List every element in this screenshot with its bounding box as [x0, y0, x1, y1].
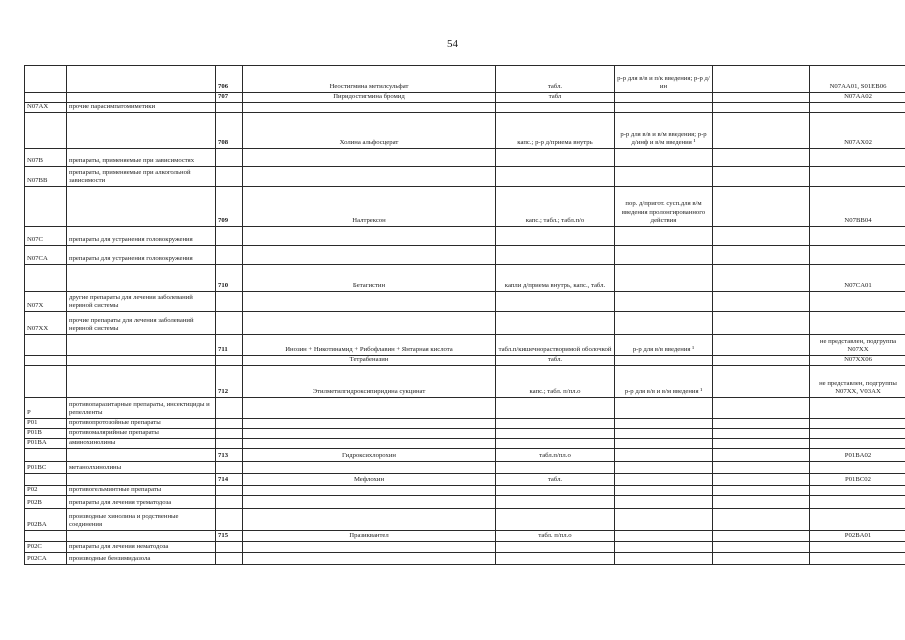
- drug-name: Этилметилгидроксипиридина сукцинат: [243, 366, 496, 398]
- atc-code: P01BC02: [810, 474, 905, 486]
- additional-form: пор. д/пригот. сусп.для в/м введения пролонгированного действия: [615, 187, 713, 227]
- atc-code: [810, 542, 905, 553]
- atc-code: [810, 227, 905, 246]
- drug-name: [243, 167, 496, 187]
- blank-cell: [713, 531, 810, 542]
- table-row: [25, 509, 905, 531]
- entry-number: 715: [216, 531, 243, 542]
- table-row: [25, 462, 905, 474]
- atc-code: [810, 462, 905, 474]
- atc-group-code: P02CA: [25, 553, 67, 565]
- additional-form: [615, 265, 713, 292]
- table-row: [25, 149, 905, 167]
- atc-code: P02BA01: [810, 531, 905, 542]
- blank-cell: [713, 103, 810, 113]
- table-row: [25, 356, 905, 366]
- table-row: [25, 496, 905, 509]
- atc-code: [810, 398, 905, 419]
- atc-group-description: противопаразитарные препараты, инсектициды и репелленты: [67, 398, 216, 419]
- atc-code: N07BB04: [810, 187, 905, 227]
- entry-number: 710: [216, 265, 243, 292]
- dosage-form: табл.п/пл.о: [496, 449, 615, 462]
- entry-number: 712: [216, 366, 243, 398]
- additional-form: р-р для в/в и п/к введения; р-р д/ин: [615, 66, 713, 93]
- atc-group-description: противогельминтные препараты: [67, 486, 216, 496]
- dosage-form: [496, 292, 615, 312]
- entry-number: [216, 227, 243, 246]
- atc-code: [810, 312, 905, 335]
- additional-form: [615, 292, 713, 312]
- entry-number: 711: [216, 335, 243, 356]
- dosage-form: [496, 553, 615, 565]
- blank-cell: [713, 167, 810, 187]
- atc-group-code: P01: [25, 419, 67, 429]
- atc-code: не представлен, подгруппа N07XX: [810, 335, 905, 356]
- entry-number: 709: [216, 187, 243, 227]
- atc-group-description: [67, 113, 216, 149]
- table-body: [25, 66, 905, 565]
- additional-form: [615, 486, 713, 496]
- table-row: [25, 531, 905, 542]
- atc-group-code: [25, 366, 67, 398]
- blank-cell: [713, 439, 810, 449]
- dosage-form: [496, 486, 615, 496]
- dosage-form: табл.п/кишечнорастворимой оболочкой: [496, 335, 615, 356]
- additional-form: [615, 439, 713, 449]
- atc-group-description: аминохинолины: [67, 439, 216, 449]
- atc-group-code: [25, 531, 67, 542]
- dosage-form: [496, 103, 615, 113]
- blank-cell: [713, 113, 810, 149]
- blank-cell: [713, 496, 810, 509]
- drug-name: [243, 553, 496, 565]
- atc-group-code: [25, 335, 67, 356]
- drug-name: [243, 486, 496, 496]
- atc-group-code: P02BA: [25, 509, 67, 531]
- drug-name: [243, 419, 496, 429]
- blank-cell: [713, 356, 810, 366]
- atc-group-description: [67, 531, 216, 542]
- drug-name: [243, 398, 496, 419]
- entry-number: [216, 103, 243, 113]
- dosage-form: табл.: [496, 474, 615, 486]
- atc-group-description: прочие парасимпатомиметики: [67, 103, 216, 113]
- drug-name: Пиридостигмина бромид: [243, 93, 496, 103]
- atc-group-description: [67, 335, 216, 356]
- blank-cell: [713, 398, 810, 419]
- drug-name: [243, 246, 496, 265]
- additional-form: [615, 246, 713, 265]
- blank-cell: [713, 227, 810, 246]
- entry-number: 707: [216, 93, 243, 103]
- atc-code: [810, 246, 905, 265]
- entry-number: [216, 439, 243, 449]
- atc-group-description: [67, 187, 216, 227]
- page-number: 54: [447, 38, 458, 50]
- atc-code: P01BA02: [810, 449, 905, 462]
- dosage-form: [496, 167, 615, 187]
- dosage-form: [496, 509, 615, 531]
- entry-number: 713: [216, 449, 243, 462]
- entry-number: [216, 419, 243, 429]
- blank-cell: [713, 553, 810, 565]
- atc-group-description: [67, 449, 216, 462]
- atc-group-description: прочие препараты для лечения заболеваний нервной системы: [67, 312, 216, 335]
- entry-number: [216, 356, 243, 366]
- atc-group-description: [67, 265, 216, 292]
- dosage-form: [496, 496, 615, 509]
- atc-group-code: N07BB: [25, 167, 67, 187]
- entry-number: [216, 167, 243, 187]
- atc-group-code: P02: [25, 486, 67, 496]
- drug-name: [243, 312, 496, 335]
- additional-form: [615, 398, 713, 419]
- atc-code: [810, 486, 905, 496]
- drug-name: [243, 496, 496, 509]
- atc-code: [810, 509, 905, 531]
- atc-code: N07AA02: [810, 93, 905, 103]
- atc-group-code: P01BC: [25, 462, 67, 474]
- blank-cell: [713, 335, 810, 356]
- blank-cell: [713, 292, 810, 312]
- additional-form: [615, 356, 713, 366]
- atc-group-description: производные бензимидазола: [67, 553, 216, 565]
- dosage-form: [496, 246, 615, 265]
- additional-form: [615, 103, 713, 113]
- atc-code: [810, 419, 905, 429]
- atc-group-code: N07X: [25, 292, 67, 312]
- table-row: [25, 187, 905, 227]
- drug-name: Мефлохин: [243, 474, 496, 486]
- entry-number: [216, 509, 243, 531]
- drug-name: [243, 439, 496, 449]
- atc-code: [810, 292, 905, 312]
- atc-group-code: P01BA: [25, 439, 67, 449]
- additional-form: [615, 531, 713, 542]
- drug-name: Гидроксихлорохин: [243, 449, 496, 462]
- dosage-form: табл.: [496, 66, 615, 93]
- atc-group-code: P: [25, 398, 67, 419]
- atc-code: [810, 429, 905, 439]
- drug-name: Холина альфосцерат: [243, 113, 496, 149]
- atc-group-description: противопротозойные препараты: [67, 419, 216, 429]
- atc-group-description: производные хинолина и родственные соединения: [67, 509, 216, 531]
- table-row: [25, 265, 905, 292]
- blank-cell: [713, 419, 810, 429]
- atc-group-description: препараты для устранения головокружения: [67, 227, 216, 246]
- dosage-form: капс.; р-р д/приема внутрь: [496, 113, 615, 149]
- drug-name: [243, 429, 496, 439]
- blank-cell: [713, 187, 810, 227]
- table-row: [25, 439, 905, 449]
- blank-cell: [713, 429, 810, 439]
- table-row: [25, 398, 905, 419]
- blank-cell: [713, 542, 810, 553]
- atc-group-description: препараты для лечения нематодоза: [67, 542, 216, 553]
- atc-code: [810, 496, 905, 509]
- atc-code: N07CA01: [810, 265, 905, 292]
- additional-form: [615, 509, 713, 531]
- blank-cell: [713, 449, 810, 462]
- table-row: [25, 335, 905, 356]
- atc-code: [810, 149, 905, 167]
- drug-name: [243, 227, 496, 246]
- atc-group-description: [67, 66, 216, 93]
- additional-form: [615, 312, 713, 335]
- entry-number: [216, 462, 243, 474]
- entry-number: [216, 553, 243, 565]
- dosage-form: [496, 227, 615, 246]
- additional-form: [615, 429, 713, 439]
- drug-name: [243, 292, 496, 312]
- additional-form: [615, 462, 713, 474]
- drug-name: Празиквантел: [243, 531, 496, 542]
- dosage-form: [496, 542, 615, 553]
- additional-form: [615, 167, 713, 187]
- table-row: [25, 103, 905, 113]
- atc-group-description: метанолхинолины: [67, 462, 216, 474]
- blank-cell: [713, 486, 810, 496]
- table-row: [25, 449, 905, 462]
- atc-group-code: [25, 187, 67, 227]
- drug-name: [243, 149, 496, 167]
- additional-form: [615, 553, 713, 565]
- table-row: [25, 167, 905, 187]
- blank-cell: [713, 66, 810, 93]
- atc-group-description: препараты, применяемые при алкогольной зависимости: [67, 167, 216, 187]
- additional-form: [615, 419, 713, 429]
- atc-group-code: [25, 113, 67, 149]
- dosage-form: [496, 462, 615, 474]
- atc-group-description: [67, 93, 216, 103]
- additional-form: [615, 474, 713, 486]
- table-row: [25, 553, 905, 565]
- atc-group-code: P02B: [25, 496, 67, 509]
- atc-group-code: N07AX: [25, 103, 67, 113]
- atc-group-description: [67, 474, 216, 486]
- dosage-form: [496, 149, 615, 167]
- atc-group-code: P01B: [25, 429, 67, 439]
- additional-form: [615, 227, 713, 246]
- blank-cell: [713, 149, 810, 167]
- dosage-form: [496, 312, 615, 335]
- additional-form: [615, 496, 713, 509]
- dosage-form: капли д/приема внутрь, капс., табл.: [496, 265, 615, 292]
- dosage-form: табл.: [496, 356, 615, 366]
- atc-code: [810, 103, 905, 113]
- table-row: [25, 66, 905, 93]
- entry-number: 714: [216, 474, 243, 486]
- atc-code: N07AX02: [810, 113, 905, 149]
- atc-group-code: [25, 474, 67, 486]
- atc-group-description: препараты, применяемые при зависимостях: [67, 149, 216, 167]
- drug-name: Неостигмина метилсульфат: [243, 66, 496, 93]
- atc-group-description: препараты для устранения головокружения: [67, 246, 216, 265]
- entry-number: [216, 292, 243, 312]
- additional-form: р-р для в/в и в/м введения; р-р д/инф и в/м введения ¹: [615, 113, 713, 149]
- additional-form: [615, 93, 713, 103]
- drug-list-table: [24, 65, 905, 565]
- atc-code: [810, 167, 905, 187]
- atc-group-description: препараты для лечения трематодоза: [67, 496, 216, 509]
- entry-number: [216, 542, 243, 553]
- table-row: [25, 366, 905, 398]
- blank-cell: [713, 509, 810, 531]
- table-row: [25, 429, 905, 439]
- table-row: [25, 474, 905, 486]
- atc-group-code: N07CA: [25, 246, 67, 265]
- entry-number: [216, 429, 243, 439]
- dosage-form: капс.; табл.; табл.п/о: [496, 187, 615, 227]
- atc-code: N07AA01, S01EB06: [810, 66, 905, 93]
- entry-number: 706: [216, 66, 243, 93]
- atc-group-description: другие препараты для лечения заболеваний нервной системы: [67, 292, 216, 312]
- atc-group-code: N07XX: [25, 312, 67, 335]
- dosage-form: табл. п/пл.о: [496, 531, 615, 542]
- table-row: [25, 312, 905, 335]
- entry-number: 708: [216, 113, 243, 149]
- atc-code: N07XX06: [810, 356, 905, 366]
- entry-number: [216, 312, 243, 335]
- atc-group-code: P02C: [25, 542, 67, 553]
- table-row: [25, 246, 905, 265]
- additional-form: [615, 149, 713, 167]
- atc-group-code: [25, 449, 67, 462]
- table-row: [25, 419, 905, 429]
- entry-number: [216, 496, 243, 509]
- dosage-form: [496, 419, 615, 429]
- table-row: [25, 93, 905, 103]
- atc-code: [810, 553, 905, 565]
- blank-cell: [713, 366, 810, 398]
- dosage-form: табл: [496, 93, 615, 103]
- dosage-form: [496, 439, 615, 449]
- drug-name: Инозин + Никотинамид + Рибофлавин + Янтарная кислота: [243, 335, 496, 356]
- table-row: [25, 113, 905, 149]
- atc-group-description: [67, 366, 216, 398]
- drug-name: [243, 542, 496, 553]
- additional-form: р-р для в/в введения ¹: [615, 335, 713, 356]
- blank-cell: [713, 312, 810, 335]
- atc-group-code: [25, 66, 67, 93]
- drug-name: Налтрексон: [243, 187, 496, 227]
- drug-name: Тетрабеназин: [243, 356, 496, 366]
- additional-form: [615, 449, 713, 462]
- drug-name: [243, 509, 496, 531]
- entry-number: [216, 398, 243, 419]
- atc-group-description: [67, 356, 216, 366]
- additional-form: [615, 542, 713, 553]
- entry-number: [216, 149, 243, 167]
- atc-group-code: N07C: [25, 227, 67, 246]
- atc-group-code: [25, 265, 67, 292]
- atc-group-code: [25, 356, 67, 366]
- atc-code: [810, 439, 905, 449]
- blank-cell: [713, 474, 810, 486]
- drug-name: [243, 103, 496, 113]
- atc-group-code: N07B: [25, 149, 67, 167]
- blank-cell: [713, 93, 810, 103]
- atc-group-description: противомалярийные препараты: [67, 429, 216, 439]
- blank-cell: [713, 246, 810, 265]
- table-row: [25, 542, 905, 553]
- atc-group-code: [25, 93, 67, 103]
- drug-name: [243, 462, 496, 474]
- dosage-form: [496, 429, 615, 439]
- table-row: [25, 486, 905, 496]
- blank-cell: [713, 462, 810, 474]
- atc-code: не представлен, подгруппы N07XX, V03AX: [810, 366, 905, 398]
- additional-form: р-р для в/в и в/м введения ¹: [615, 366, 713, 398]
- drug-name: Бетагистин: [243, 265, 496, 292]
- dosage-form: капс.; табл. п/пл.о: [496, 366, 615, 398]
- entry-number: [216, 486, 243, 496]
- table-row: [25, 227, 905, 246]
- table-row: [25, 292, 905, 312]
- blank-cell: [713, 265, 810, 292]
- dosage-form: [496, 398, 615, 419]
- entry-number: [216, 246, 243, 265]
